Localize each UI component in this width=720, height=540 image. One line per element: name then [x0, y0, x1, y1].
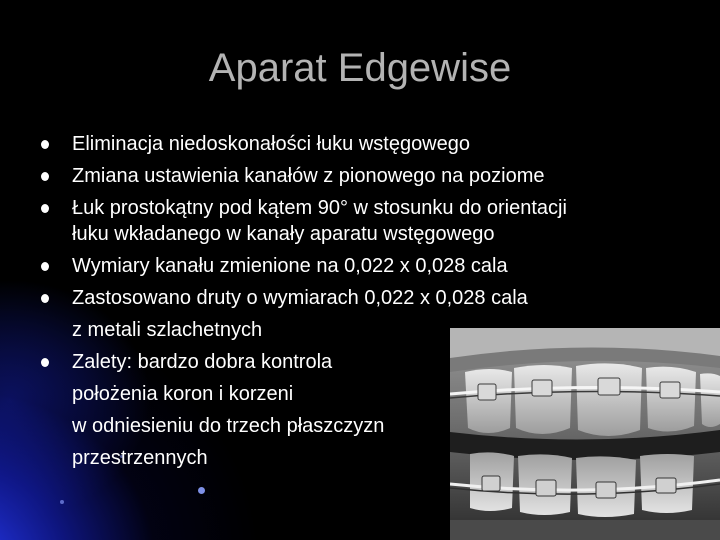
- bullet-item: [40, 282, 680, 346]
- bullet-text: Eliminacja niedoskonałości łuku wstęgowego: [72, 133, 470, 155]
- bullet-dot-icon: [41, 262, 49, 271]
- bullet-dot-icon: [41, 294, 49, 303]
- bullet-text: Zmiana ustawienia kanałów z pionowego na poziome: [72, 165, 545, 187]
- bullet-text: Łuk prostokątny pod kątem 90° w stosunku do orientacji łuku wkładanego w kanały aparatu wstęgowego: [72, 197, 567, 245]
- bullet-item: [40, 192, 680, 250]
- bullet-text: Zastosowano druty o wymiarach 0,022 x 0,028 cala z metali szlachetnych: [72, 287, 528, 341]
- bullet-item: [40, 160, 680, 192]
- bullet-item: [40, 128, 680, 160]
- bullet-item: [40, 346, 680, 474]
- bullet-dot-icon: [41, 172, 49, 181]
- background-sparkle: [60, 500, 64, 504]
- bullet-dot-icon: [41, 204, 49, 213]
- slide-title: Aparat Edgewise: [208, 46, 512, 90]
- bullet-item: [40, 250, 680, 282]
- bullet-list: [40, 128, 680, 474]
- bullet-text: Wymiary kanału zmienione na 0,022 x 0,028 cala: [72, 255, 508, 277]
- bullet-text: Zalety: bardzo dobra kontrola położenia koron i korzeni w odniesieniu do trzech płaszczyzn przestrzennych: [72, 351, 385, 469]
- bullet-dot-icon: [41, 358, 49, 367]
- background-sparkle: [198, 487, 205, 494]
- bullet-dot-icon: [41, 140, 49, 149]
